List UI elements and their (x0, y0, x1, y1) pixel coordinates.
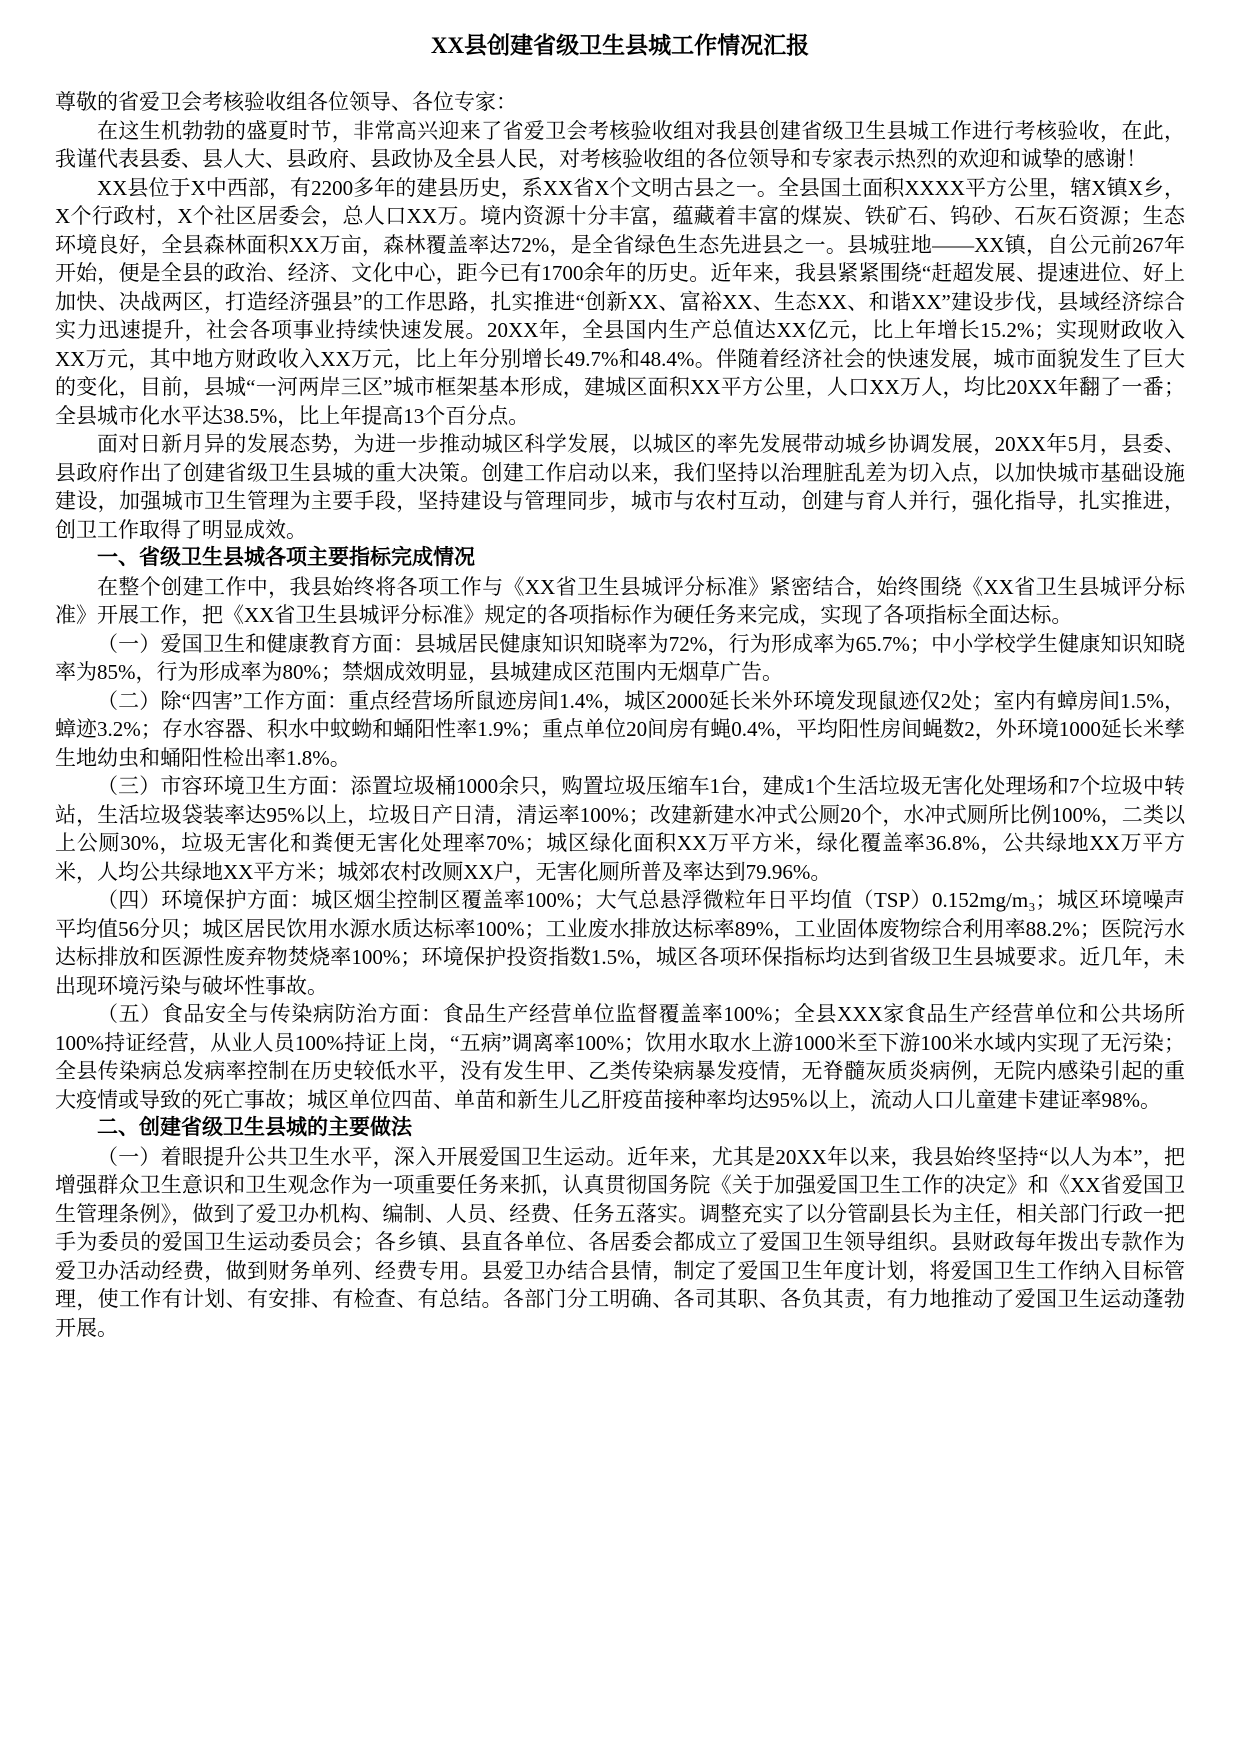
paragraph-creation-decision: 面对日新月异的发展态势，为进一步推动城区科学发展，以城区的率先发展带动城乡协调发展，20XX年5月，县委、县政府作出了创建省级卫生县城的重大决策。创建工作启动以来，我们坚持以治理脏乱差为切入点，以加快城市基础设施建设，加强城市卫生管理为主要手段，坚持建设与管理同步，城市与农村互动，创建与育人并行，强化指导，扎实推进，创卫工作取得了明显成效。 (55, 432, 1185, 542)
section-heading-indicators: 一、省级卫生县城各项主要指标完成情况 (97, 546, 475, 569)
paragraph-county-overview: XX县位于X中西部，有2200多年的建县历史，系XX省X个文明古县之一。全县国土面积XXXX平方公里，辖X镇X乡，X个行政村，X个社区居委会，总人口XX万。境内资源十分丰富，蕴藏着丰富的煤炭、铁矿石、钨砂、石灰石资源；生态环境良好，全县森林面积XX万亩，森林覆盖率达72%，是全省绿色生态先进县之一。县城驻地——XX镇，自公元前267年开始，便是全县的政治、经济、文化中心，距今已有1700余年的历史。近年来，我县紧紧围绕“赶超发展、提速进位、好上加快、决战两区，打造经济强县”的工作思路，扎实推进“创新XX、富裕XX、生态XX、和谐XX”建设步伐，县域经济综合实力迅速提升，社会各项事业持续快速发展。20XX年，全县国内生产总值达XX亿元，比上年增长15.2%；实现财政收入XX万元，其中地方财政收入XX万元，比上年分别增长49.7%和48.4%。伴随着经济社会的快速发展，城市面貌发生了巨大的变化，目前，县城“一河两岸三区”城市框架基本形成，建城区面积XX平方公里，人口XX万人，均比20XX年翻了一番；全县城市化水平达38.5%，比上年提高13个百分点。 (55, 175, 1185, 428)
paragraph-item-5-food-safety: （五）食品安全与传染病防治方面：食品生产经营单位监督覆盖率100%；全县XXX家食品生产经营单位和公共场所100%持证经营，从业人员100%持证上岗，“五病”调离率100%；饮用水取水上游1000米至下游100米水域内实现了无污染；全县传染病总发病率控制在历史较低水平，没有发生甲、乙类传染病暴发疫情，无脊髓灰质炎病例，无院内感染引起的重大疫情或导致的死亡事故；城区单位四苗、单苗和新生儿乙肝疫苗接种率均达95%以上，流动人口儿童建卡建证率98%。 (55, 1002, 1185, 1112)
section-heading-main-practices: 二、创建省级卫生县城的主要做法 (97, 1116, 412, 1139)
salutation-line: 尊敬的省爱卫会考核验收组各位领导、各位专家： (55, 90, 517, 114)
paragraph-item-2-four-pests: （二）除“四害”工作方面：重点经营场所鼠迹房间1.4%，城区2000延长米外环境发现鼠迹仅2处；室内有蟑房间1.5%，蟑迹3.2%；存水容器、积水中蚊蚴和蛹阳性率1.9%；重点单位20间房有蝇0.4%，平均阳性房间蝇数2，外环境1000延长米孳生地幼虫和蛹阳性检出率1.8%。 (55, 688, 1185, 770)
document-body (55, 88, 1185, 1342)
paragraph-standards-compliance: 在整个创建工作中，我县始终将各项工作与《XX省卫生县城评分标准》紧密结合，始终围绕《XX省卫生县城评分标准》开展工作，把《XX省卫生县城评分标准》规定的各项指标作为硬任务来完成，实现了各项指标全面达标。 (55, 574, 1185, 627)
document-title: XX县创建省级卫生县城工作情况汇报 (430, 33, 810, 58)
paragraph-item-4-environment: （四）环境保护方面：城区烟尘控制区覆盖率100%；大气总悬浮微粒年日平均值（TSP）0.152mg/m₃；城区环境噪声平均值56分贝；城区居民饮用水源水质达标率100%；工业废水排放达标率89%，工业固体废物综合利用率88.2%；医院污水达标排放和医源性废弃物焚烧率100%；环境保护投资指数1.5%，城区各项环保指标均达到省级卫生县城要求。近几年，未出现环境污染与破坏性事故。 (55, 888, 1185, 998)
paragraph-item-1-health-education: （一）爱国卫生和健康教育方面：县城居民健康知识知晓率为72%，行为形成率为65.7%；中小学校学生健康知识知晓率为85%，行为形成率为80%；禁烟成效明显，县城建成区范围内无烟草广告。 (55, 631, 1185, 684)
paragraph-practice-1-patriotic-health: （一）着眼提升公共卫生水平，深入开展爱国卫生运动。近年来，尤其是20XX年以来，我县始终坚持“以人为本”，把增强群众卫生意识和卫生观念作为一项重要任务来抓，认真贯彻国务院《关于加强爱国卫生工作的决定》和《XX省爱国卫生管理条例》，做到了爱卫办机构、编制、人员、经费、任务五落实。调整充实了以分管副县长为主任，相关部门行政一把手为委员的爱国卫生运动委员会；各乡镇、县直各单位、各居委会都成立了爱国卫生领导组织。县财政每年拨出专款作为爱卫办活动经费，做到财务单列、经费专用。县爱卫办结合县情，制定了爱国卫生年度计划，将爱国卫生工作纳入目标管理，使工作有计划、有安排、有检查、有总结。各部门分工明确、各司其职、各负其责，有力地推动了爱国卫生运动蓬勃开展。 (55, 1144, 1185, 1340)
paragraph-item-3-city-sanitation: （三）市容环境卫生方面：添置垃圾桶1000余只，购置垃圾压缩车1台，建成1个生活垃圾无害化处理场和7个垃圾中转站，生活垃圾袋装率达95%以上，垃圾日产日清，清运率100%；改建新建水冲式公厕20个，水冲式厕所比例100%，二类以上公厕30%，垃圾无害化和粪便无害化处理率70%；城区绿化面积XX万平方米，绿化覆盖率36.8%，公共绿地XX万平方米，人均公共绿地XX平方米；城郊农村改厕XX户，无害化厕所普及率达到79.96%。 (55, 774, 1185, 884)
paragraph-intro-welcome: 在这生机勃勃的盛夏时节，非常高兴迎来了省爱卫会考核验收组对我县创建省级卫生县城工作进行考核验收，在此，我谨代表县委、县人大、县政府、县政协及全县人民，对考核验收组的各位领导和专家表示热烈的欢迎和诚挚的感谢！ (55, 118, 1185, 171)
